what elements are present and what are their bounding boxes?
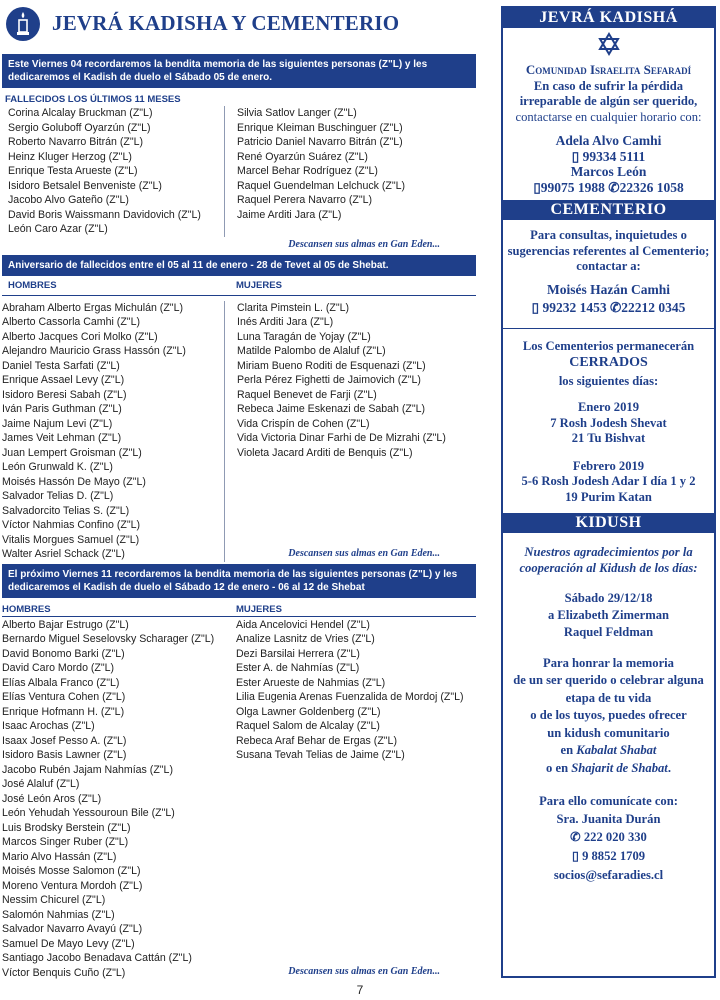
section1-col1: [2, 106, 224, 237]
honor-line4: o de los tuyos, puedes ofrecer: [530, 708, 687, 722]
men-header: HOMBRES: [8, 279, 57, 291]
list-item: Vida Victoria Dinar Farhi de De Mizrahi (Z"L): [237, 432, 446, 444]
section2-headers: [2, 280, 476, 296]
kidush-phone: 222 020 330: [583, 830, 647, 844]
section1-banner: Este Viernes 04 recordaremos la bendita memoria de las siguientes personas (Z"L) y les dedicaremos el Kadish de duelo el Sábado 05 de enero.: [2, 54, 476, 88]
list-item: Elías Albala Franco (Z"L): [2, 676, 120, 689]
honor-line6-pre: en: [560, 743, 577, 757]
list-item: Luis Brodsky Berstein (Z"L): [2, 821, 131, 834]
closures-feb-line1: 5-6 Rosh Jodesh Adar I día 1 y 2: [521, 474, 696, 488]
list-item: Bernardo Miguel Seselovsky Scharager (Z"L): [2, 633, 215, 645]
list-item: David Boris Waissmann Davidovich (Z"L): [8, 208, 201, 221]
list-item: Walter Asriel Schack (Z"L): [2, 548, 125, 560]
contact2-name: Marcos León: [570, 164, 647, 179]
list-item: Sergio Goluboff Oyarzún (Z"L): [8, 121, 151, 134]
list-item: Raquel Benevet de Farji (Z"L): [237, 388, 377, 401]
list-item: Jaime Najum Levi (Z"L): [2, 417, 113, 430]
kidush-name2: Raquel Feldman: [563, 625, 654, 639]
contact2-phone-row: [503, 180, 714, 196]
kidush-contact-name: Sra. Juanita Durán: [556, 811, 661, 826]
section1-closing: Descansen sus almas en Gan Eden...: [288, 238, 440, 250]
honor-line7-pre: o en: [546, 760, 572, 775]
list-item: Clarita Pimstein L. (Z"L): [237, 301, 350, 314]
list-item: Vida Crispín de Cohen (Z"L): [237, 417, 370, 430]
contact1-name: Adela Alvo Camhi: [555, 133, 662, 148]
jevra-intro: [503, 79, 714, 126]
section2-banner: Aniversario de fallecidos entre el 05 al 11 de enero - 28 de Tevet al 05 de Shebat.: [2, 255, 476, 276]
list-item: Salvador Telias D. (Z"L): [2, 490, 114, 502]
list-item: Alberto Cassorla Camhi (Z"L): [2, 316, 140, 328]
list-item: James Veit Lehman (Z"L): [2, 432, 122, 444]
section2-men-list: [2, 301, 224, 562]
cementerio-phone: 22212 0345: [621, 300, 686, 315]
list-item: Raquel Salom de Alcalay (Z"L): [236, 720, 380, 732]
candle-icon: [6, 7, 40, 41]
honor-line6: [503, 743, 714, 759]
list-item: Roberto Navarro Bitrán (Z"L): [8, 136, 144, 148]
section3-headers: [2, 604, 476, 617]
cementerio-intro: Para consultas, inquietudes o sugerencias referentes al Cementerio; contactar a:: [507, 228, 710, 273]
section1-subheading: FALLECIDOS LOS ÚLTIMOS 11 MESES: [5, 94, 181, 105]
list-item: Raquel Perera Navarro (Z"L): [237, 194, 373, 206]
list-item: Lilia Eugenia Arenas Fuenzalida de Mordoj (Z"L): [236, 691, 464, 703]
women-header: MUJERES: [236, 603, 282, 615]
list-item: Ester A. de Nahmías (Z"L): [236, 662, 360, 674]
cementerio-heading: CEMENTERIO: [503, 200, 714, 220]
honor-line7-italic: Shajarit de Shabat: [571, 760, 668, 775]
list-item: Dezi Barsilai Herrera (Z"L): [236, 647, 360, 660]
list-item: José León Aros (Z"L): [2, 792, 102, 805]
section2-closing: Descansen sus almas en Gan Eden...: [288, 547, 440, 559]
kidush-name1: a Elizabeth Zimerman: [547, 607, 670, 622]
page-header: [2, 6, 476, 46]
mobile-icon: ▯: [571, 848, 579, 863]
list-item: Víctor Benquis Cuño (Z"L): [2, 966, 126, 979]
sidebar: [501, 6, 716, 978]
list-item: Inés Arditi Jara (Z"L): [237, 316, 334, 328]
section3-women-list: [236, 618, 476, 981]
contact1-phone-row: [503, 149, 714, 165]
closures-line1: Los Cementerios permanecerán: [522, 338, 695, 353]
jevra-intro-rest: contactarse en cualquier horario con:: [515, 109, 702, 124]
list-item: Víctor Nahmias Confino (Z"L): [2, 519, 140, 531]
list-item: Marcel Behar Rodríguez (Z"L): [237, 165, 378, 177]
cementerio-phone-row: [503, 300, 714, 316]
list-item: Daniel Testa Sarfati (Z"L): [2, 359, 120, 372]
honor-line7: [503, 761, 714, 777]
section3-banner: El próximo Viernes 11 recordaremos la bendita memoria de las siguientes personas (Z"L) y les dedicaremos el Kadish de duelo el Sábado 12 de enero - 06 al 12 de Shebat: [2, 564, 476, 598]
men-header: HOMBRES: [2, 603, 51, 615]
list-item: Moisés Mosse Salomon (Z"L): [2, 865, 141, 877]
list-item: Rebeca Araf Behar de Ergas (Z"L): [236, 734, 397, 747]
list-item: Patricio Daniel Navarro Bitrán (Z"L): [237, 136, 403, 148]
section2-lists: [2, 301, 476, 562]
list-item: León Yehudah Yessouroun Bile (Z"L): [2, 807, 175, 819]
list-item: Susana Tevah Telias de Jaime (Z"L): [236, 749, 405, 761]
list-item: David Caro Mordo (Z"L): [2, 662, 115, 674]
honor-line6-italic: Kabalat Shabat: [576, 743, 657, 757]
mobile-icon: ▯: [533, 179, 541, 195]
list-item: Violeta Jacard Arditi de Benquis (Z"L): [237, 446, 413, 459]
contact2-phone: 22326 1058: [619, 179, 684, 195]
list-item: José Alaluf (Z"L): [2, 778, 80, 790]
list-item: Isidoro Betsalel Benveniste (Z"L): [8, 179, 162, 192]
mobile-icon: ▯: [531, 300, 540, 315]
list-item: Jacobo Rubén Jajam Nahmías (Z"L): [2, 763, 173, 776]
phone-icon: ✆: [608, 179, 620, 195]
list-item: Abraham Alberto Ergas Michulán (Z"L): [2, 301, 183, 314]
honor-line3: etapa de tu vida: [565, 690, 652, 705]
star-of-david-icon: [503, 32, 714, 56]
list-item: Elías Ventura Cohen (Z"L): [2, 691, 126, 703]
list-item: Enrique Kleiman Buschinguer (Z"L): [237, 121, 403, 134]
list-item: Raquel Guendelman Lelchuck (Z"L): [237, 179, 406, 192]
list-item: Matilde Palombo de Alaluf (Z"L): [237, 345, 386, 357]
list-item: Moreno Ventura Mordoh (Z"L): [2, 879, 143, 892]
kidush-date: Sábado 29/12/18: [564, 591, 653, 605]
list-item: Perla Pérez Fighetti de Jaimovich (Z"L): [237, 374, 421, 386]
list-item: Jaime Arditi Jara (Z"L): [237, 208, 342, 221]
honor-line5: un kidush comunitario: [547, 725, 670, 740]
jevra-heading: JEVRÁ KADISHÁ: [503, 8, 714, 28]
contact1-mobile: 99334 5111: [582, 148, 646, 164]
list-item: Salvadorcito Telias S. (Z"L): [2, 504, 130, 517]
jevra-intro-bold: En caso de sufrir la pérdida irreparable de algún ser querido,: [519, 78, 698, 108]
list-item: Samuel De Mayo Levy (Z"L): [2, 937, 135, 950]
closures-jan-line2: 21 Tu Bishvat: [571, 431, 646, 445]
closures-feb-title: Febrero 2019: [572, 458, 645, 473]
women-header: MUJERES: [236, 279, 282, 291]
closures-jan-title: Enero 2019: [578, 400, 639, 414]
page-title: JEVRÁ KADISHA Y CEMENTERIO: [52, 11, 400, 35]
section2-women-list: [224, 301, 464, 562]
list-item: Heinz Kluger Herzog (Z"L): [8, 150, 132, 163]
list-item: Ester Arueste de Nahmias (Z"L): [236, 676, 386, 689]
list-item: René Oyarzún Suárez (Z"L): [237, 150, 368, 163]
honor-line1: Para honrar la memoria: [543, 655, 674, 670]
cementerio-contact-name: Moisés Hazán Camhi: [547, 281, 670, 297]
list-item: Corina Alcalay Bruckman (Z"L): [8, 107, 153, 119]
list-item: Santiago Jacobo Benadava Cattán (Z"L): [2, 952, 192, 964]
list-item: Alejandro Mauricio Grass Hassón (Z"L): [2, 345, 186, 357]
list-item: Nessim Chicurel (Z"L): [2, 894, 106, 906]
list-item: Alberto Jacques Cori Molko (Z"L): [2, 330, 158, 343]
list-item: Moisés Hassón De Mayo (Z"L): [2, 475, 146, 488]
list-item: Salvador Navarro Avayú (Z"L): [2, 923, 143, 935]
list-item: Jacobo Alvo Gateño (Z"L): [8, 194, 129, 206]
list-item: Silvia Satlov Langer (Z"L): [237, 107, 357, 119]
divider: [503, 328, 714, 329]
kidush-phone-row: [503, 830, 714, 846]
closures-feb-line2: 19 Purim Katan: [565, 489, 652, 504]
list-item: Enrique Testa Arueste (Z"L): [8, 165, 138, 177]
mobile-icon: ▯: [571, 148, 580, 164]
list-item: Miriam Bueno Roditi de Esquenazi (Z"L): [237, 359, 426, 372]
list-item: Luna Taragán de Yojay (Z"L): [237, 330, 371, 343]
list-item: Salomón Nahmias (Z"L): [2, 908, 115, 921]
list-item: Isidoro Basis Lawner (Z"L): [2, 749, 127, 761]
list-item: León Grunwald K. (Z"L): [2, 461, 113, 473]
list-item: Alberto Bajar Estrugo (Z"L): [2, 618, 129, 631]
phone-icon: ✆: [609, 300, 622, 315]
list-item: Analize Lasnitz de Vries (Z"L): [236, 633, 375, 645]
list-item: Rebeca Jaime Eskenazi de Sabah (Z"L): [237, 403, 426, 415]
list-item: Isaax Josef Pesso A. (Z"L): [2, 734, 127, 747]
kidush-contact-intro: Para ello comunícate con:: [539, 794, 678, 808]
list-item: Isaac Arochas (Z"L): [2, 720, 95, 732]
section1-col2: [224, 106, 464, 237]
list-item: Olga Lawner Goldenberg (Z"L): [236, 705, 381, 718]
contact2-mobile: 99075 1988: [540, 179, 605, 195]
section3-men-list: [2, 618, 236, 981]
closures-jan-line1: 7 Rosh Jodesh Shevat: [550, 415, 667, 430]
cementerio-mobile: 99232 1453: [542, 300, 607, 315]
section3-lists: [2, 618, 476, 981]
list-item: Mario Alvo Hassán (Z"L): [2, 850, 117, 863]
honor-line2: de un ser querido o celebrar alguna: [513, 673, 704, 687]
list-item: Enrique Assael Levy (Z"L): [2, 374, 125, 386]
kidush-thanks: Nuestros agradecimientos por la cooperación al Kidush de los días:: [519, 545, 698, 575]
section1-lists: [2, 106, 476, 237]
closures-line2: CERRADOS: [569, 355, 648, 370]
section3-closing: Descansen sus almas en Gan Eden...: [288, 966, 440, 977]
community-name: Comunidad Israelita Sefaradí: [525, 62, 692, 77]
kidush-mobile-row: [503, 849, 714, 865]
list-item: Isidoro Beresi Sabah (Z"L): [2, 388, 127, 401]
kidush-mobile: 9 8852 1709: [582, 848, 646, 863]
list-item: Aida Ancelovici Hendel (Z"L): [236, 618, 370, 631]
page-number: 7: [356, 983, 364, 997]
kidush-email[interactable]: socios@sefaradies.cl: [553, 868, 664, 882]
kidush-heading: KIDUSH: [503, 513, 714, 533]
list-item: David Bonomo Barki (Z"L): [2, 647, 125, 660]
main-column: [2, 6, 476, 977]
list-item: Iván Paris Guthman (Z"L): [2, 403, 122, 415]
list-item: Marcos Singer Ruber (Z"L): [2, 836, 129, 848]
honor-line7-post: .: [667, 760, 671, 775]
list-item: Enrique Hofmann H. (Z"L): [2, 705, 125, 718]
list-item: Juan Lempert Groisman (Z"L): [2, 446, 142, 459]
closures-line3: los siguientes días:: [558, 373, 659, 388]
phone-icon: ✆: [570, 830, 581, 844]
list-item: Vitalis Morgues Samuel (Z"L): [2, 533, 140, 546]
list-item: León Caro Azar (Z"L): [8, 223, 108, 235]
